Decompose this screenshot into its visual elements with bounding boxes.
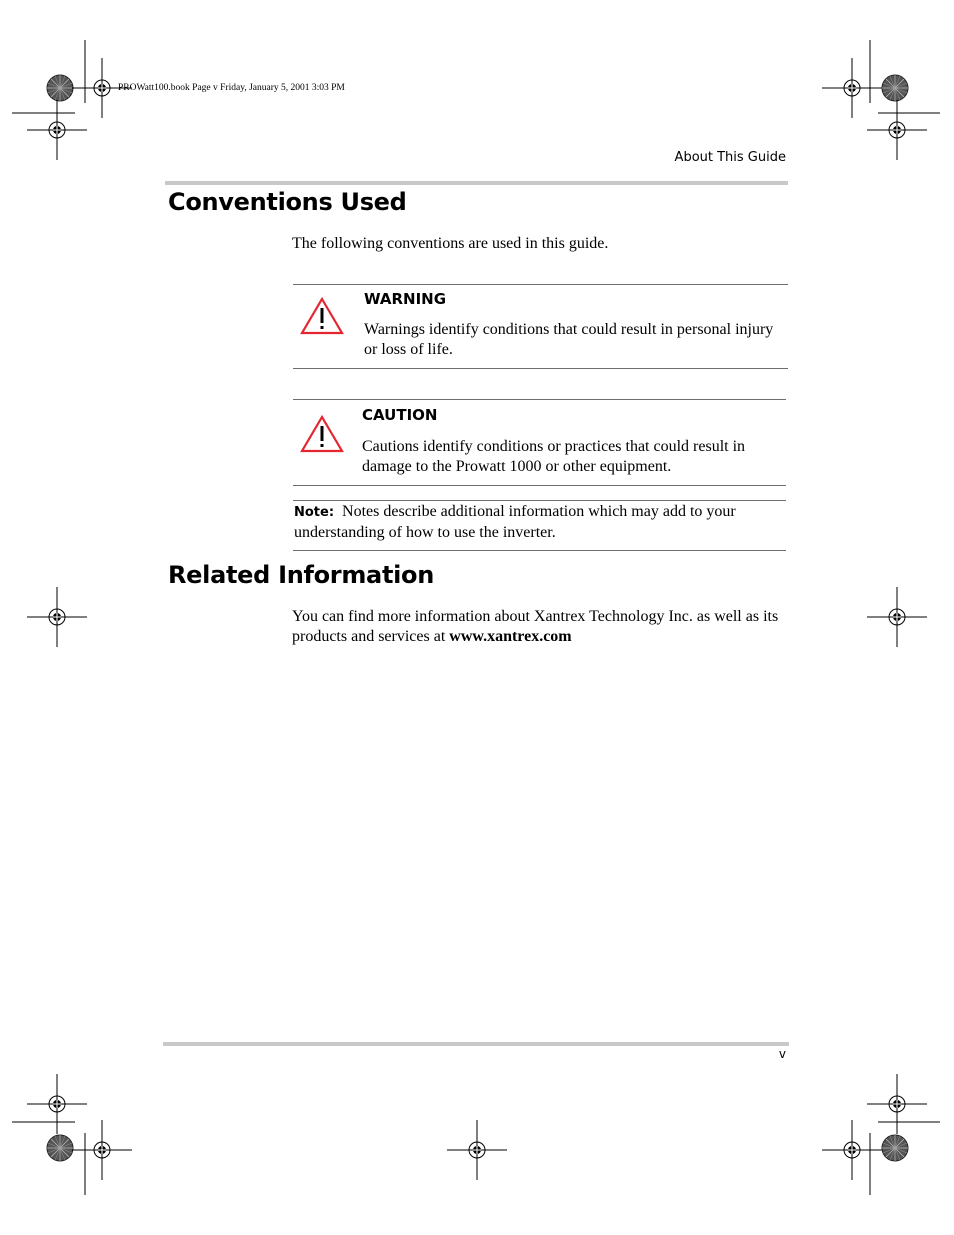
color-target-icon: [882, 75, 908, 101]
registration-mark-icon: [822, 58, 882, 118]
registration-mark-icon: [27, 587, 87, 647]
registration-mark-icon: [27, 1074, 87, 1134]
section-title-related: Related Information: [168, 561, 435, 589]
warning-bottom-rule: [293, 368, 788, 369]
registration-mark-icon: [867, 100, 927, 160]
section-title-conventions: Conventions Used: [168, 188, 407, 216]
running-head: About This Guide: [674, 150, 786, 165]
warning-triangle-icon: [300, 415, 344, 453]
caution-top-rule: [293, 399, 786, 400]
caution-label: CAUTION: [362, 406, 438, 424]
registration-mark-icon: [27, 100, 87, 160]
registration-mark-icon: [72, 1120, 132, 1180]
related-body: You can find more information about Xantrex Technology Inc. as well as its products and services at: [292, 608, 779, 645]
note-top-rule: [293, 500, 786, 501]
color-target-icon: [47, 75, 73, 101]
caution-bottom-rule: [293, 485, 786, 486]
page-number: v: [778, 1047, 786, 1061]
note-block: [294, 502, 782, 543]
warning-text: Warnings identify conditions that could result in personal injury or loss of life.: [364, 321, 774, 358]
website-link[interactable]: www.xantrex.com: [449, 628, 572, 645]
color-target-icon: [47, 1135, 73, 1161]
footer-rule: [163, 1042, 789, 1046]
book-info: PROWatt100.book Page v Friday, January 5, 2001 3:03 PM: [118, 83, 345, 93]
color-target-icon: [882, 1135, 908, 1161]
registration-mark-icon: [867, 587, 927, 647]
conventions-intro: The following conventions are used in this guide.: [292, 235, 609, 252]
header-rule: [165, 181, 788, 185]
caution-text: Cautions identify conditions or practices that could result in damage to the Prowatt 1000 or other equipment.: [362, 438, 746, 475]
note-label: Note:: [294, 505, 335, 520]
warning-top-rule: [293, 284, 788, 285]
registration-mark-icon: [447, 1120, 507, 1180]
registration-mark-icon: [867, 1074, 927, 1134]
warning-triangle-icon: [300, 297, 344, 335]
related-text: [292, 607, 782, 647]
registration-mark-icon: [822, 1120, 882, 1180]
note-bottom-rule: [293, 550, 786, 551]
note-text: Notes describe additional information which may add to your understanding of how to use the inverter.: [294, 503, 736, 541]
warning-label: WARNING: [364, 290, 447, 308]
